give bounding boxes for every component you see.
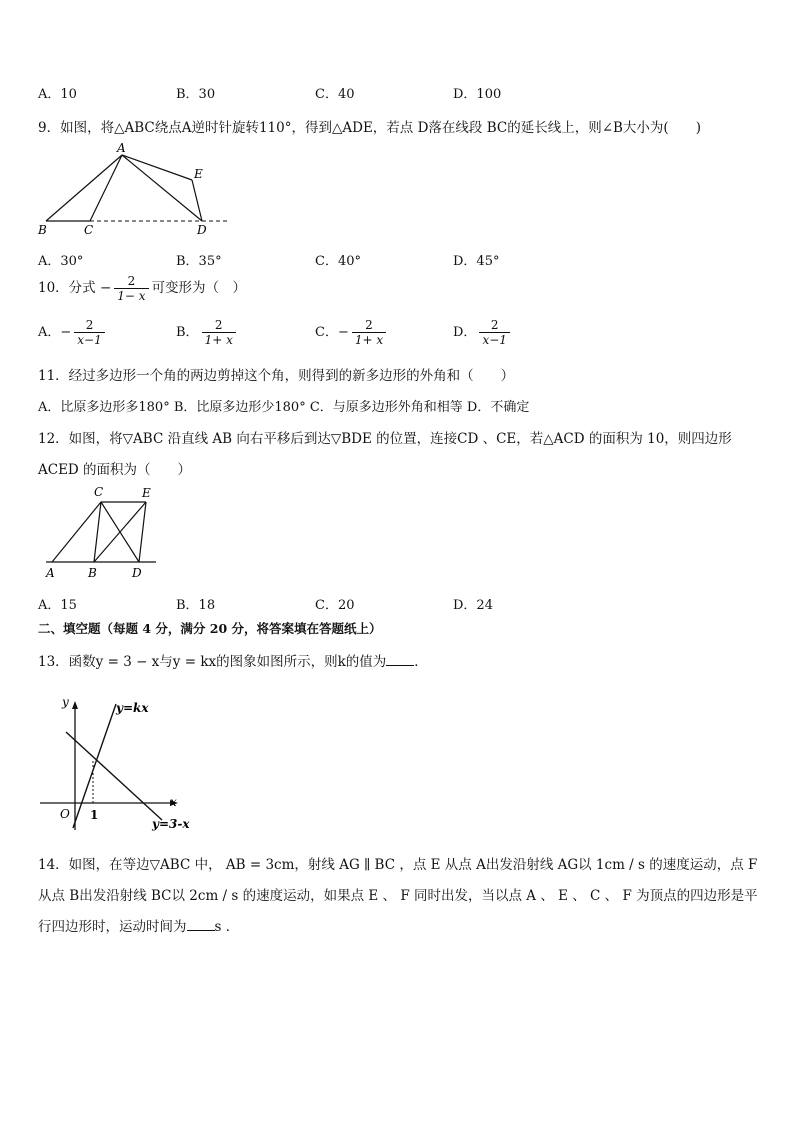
q9-label-b: B [38,223,47,237]
q9-option-b: B．35° [176,254,222,269]
q9-text: 9．如图，将△ABC绕点A逆时针旋转110°，得到△ADE，若点 D落在线段 BC的延长线上，则∠B大小为( ) [38,120,701,136]
q13-graph [36,690,206,840]
q14-answer-blank[interactable] [187,918,215,931]
q10-frac-num: 2 [127,274,136,288]
q14-line1: 14．如图，在等边▽ABC 中， AB = 3cm，射线 AG ∥ BC ，点 E 从点 A出发沿射线 AG以 1cm / s 的速度运动，点 F [38,857,758,873]
q10-option-d-label: D． [453,325,477,340]
q12-line1: 12．如图，将▽ABC 沿直线 AB 向右平移后到达▽BDE 的位置，连接CD 、CE，若△ACD 的面积为 10，则四边形 [38,431,732,447]
q8-option-a: A．10 [38,87,77,102]
q10-option-d-num: 2 [490,318,499,332]
q9-option-d: D．45° [453,254,500,269]
q13-text [38,650,428,670]
q9-label-a: A [117,141,126,155]
q13-label-x: x [170,795,177,809]
q10-fraction [114,274,148,303]
q10-option-d-den: x−1 [479,332,509,347]
q13-text-post: ． [414,654,428,670]
q12-option-b: B．18 [176,598,216,613]
q14-line2: 从点 B出发沿射线 BC以 2cm / s 的速度运动，如果点 E 、 F 同时出发，当以点 A 、 E 、 C 、 F 为顶点的四边形是平 [38,888,758,904]
q9-line-ad [122,155,202,221]
q10-text [38,274,246,303]
q10-option-a-den: x−1 [74,332,104,347]
q14-line3 [38,915,239,935]
q13-label-origin: O [60,807,70,821]
q10-option-c-label: C．− [315,325,349,340]
q12-line-cb [94,502,101,562]
q8-option-d: D．100 [453,87,502,102]
q10-option-b-label: B． [176,325,199,340]
q10-option-d [453,318,513,347]
q13-label-ykx: y=kx [116,701,149,715]
q10-option-b-den: 1+ x [202,332,236,347]
q12-line-ac [52,502,101,562]
q13-label-y: y [62,695,69,709]
q10-option-a-num: 2 [85,318,94,332]
q10-frac-den: 1− x [114,288,148,303]
q10-suffix: 可变形为（ ） [151,280,247,296]
q12-line-ed [139,502,146,562]
q12-option-d: D．24 [453,598,493,613]
q9-line-ac [90,155,122,221]
q8-option-c: C．40 [315,87,355,102]
q10-option-b-num: 2 [214,318,223,332]
q12-label-c: C [94,485,104,499]
q9-option-a: A．30° [38,254,84,269]
q12-option-c: C．20 [315,598,355,613]
q13-answer-blank[interactable] [386,653,414,666]
q9-option-c: C．40° [315,254,361,269]
q13-label-one: 1 [90,808,99,822]
q14-line3-pre: 行四边形时，运动时间为 [38,919,187,935]
q9-line-ae [122,155,192,180]
q9-line-ed [192,180,202,221]
q12-label-e: E [142,486,151,500]
q11-text: 11．经过多边形一个角的两边剪掉这个角，则得到的新多边形的外角和（ ） [38,368,515,384]
q12-line-be [94,502,146,562]
q12-option-a: A．15 [38,598,77,613]
q13-text-pre: 13．函数y = 3 − x与y = kx的图象如图所示，则k的值为 [38,654,387,670]
q9-label-d: D [197,223,207,237]
q10-option-a-label: A．− [38,325,72,340]
q9-line-ab [46,155,122,221]
section-2-heading: 二、填空题（每题 4 分，满分 20 分，将答案填在答题纸上） [38,621,382,636]
q10-prefix: 10．分式 − [38,280,112,296]
q9-figure [30,140,240,240]
q10-option-c-num: 2 [365,318,373,332]
q13-y-axis-arrow [72,701,78,709]
q12-label-b: B [88,566,97,580]
q10-option-c-den: 1+ x [352,332,386,347]
q8-option-b: B．30 [176,87,216,102]
q12-label-a: A [46,566,55,580]
q12-line2: ACED 的面积为（ ） [38,462,192,478]
q10-option-a [38,318,108,347]
q9-label-c: C [84,223,94,237]
q14-line3-post: s ． [214,919,240,935]
q11-options: A．比原多边形多180° B．比原多边形少180° C．与原多边形外角和相等 D．不确定 [38,400,530,415]
q9-label-e: E [194,167,203,181]
q13-label-y3x: y=3-x [152,817,190,831]
q12-figure [36,484,166,582]
q10-option-c [315,318,389,347]
q12-label-d: D [132,566,142,580]
q10-option-b [176,318,239,347]
